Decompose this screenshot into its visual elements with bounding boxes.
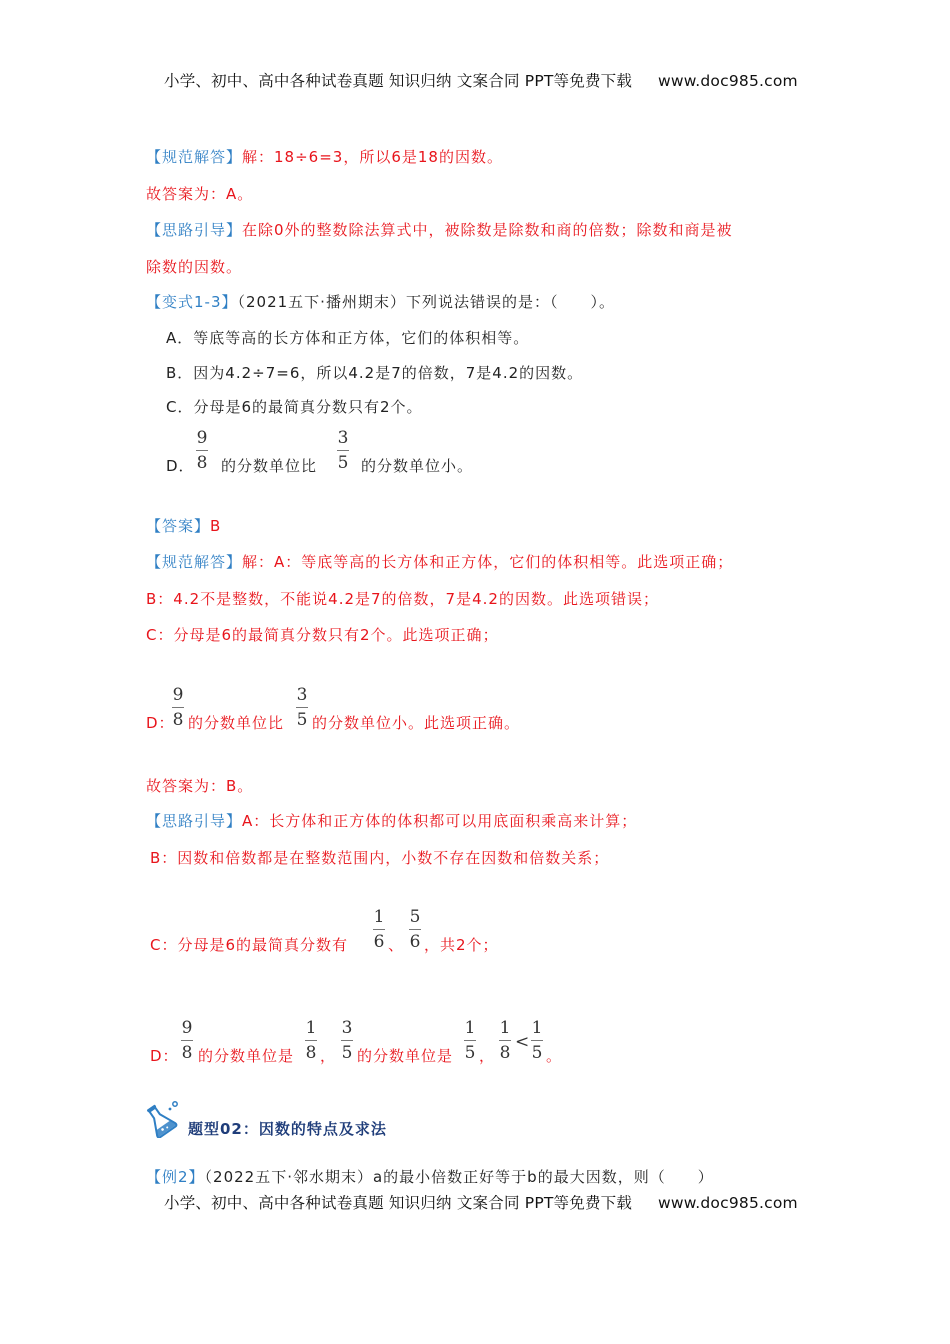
guide-line-1	[146, 219, 733, 240]
guide-b: B：因数和倍数都是在整数范围内，小数不存在因数和倍数关系；	[150, 849, 610, 867]
guide-line-2: 除数的因数。	[146, 258, 243, 276]
solution-tag: 【规范解答】	[146, 148, 243, 166]
flask-icon	[143, 1098, 181, 1138]
guide-tag: 【思路引导】	[146, 812, 243, 830]
solution-d-mid: 的分数单位比	[188, 714, 285, 732]
solution-a	[146, 551, 733, 572]
fraction-3-5	[340, 1018, 354, 1063]
solution-b: B：4.2不是整数，不能说4.2是7的倍数，7是4.2的因数。此选项错误；	[146, 590, 659, 608]
guide-c-sep: 、	[388, 936, 405, 954]
fraction-denominator: 5	[296, 710, 308, 730]
fraction-numerator: 3	[341, 1018, 353, 1038]
question-text: （2021五下·播州期末）下列说法错误的是：（ ）。	[237, 293, 615, 311]
guide-d-text1: 的分数单位是	[198, 1047, 295, 1065]
fraction-denominator: 8	[305, 1043, 317, 1063]
guide-d-comma2: ，	[479, 1047, 496, 1065]
fraction-denominator: 5	[341, 1043, 353, 1063]
guide-a	[146, 810, 637, 831]
solution-a-text: 解：A：等底等高的长方体和正方体，它们的体积相等。此选项正确；	[242, 553, 734, 571]
footer-text: 小学、初中、高中各种试卷真题 知识归纳 文案合同 PPT等免费下载	[164, 1194, 633, 1212]
fraction-9-8	[180, 1018, 194, 1063]
fraction-numerator: 3	[296, 685, 308, 705]
fraction-1-5	[530, 1018, 544, 1063]
header-url[interactable]: www.doc985.com	[658, 72, 798, 90]
fraction-numerator: 1	[464, 1018, 476, 1038]
guide-a-text: A：长方体和正方体的体积都可以用底面积乘高来计算；	[242, 812, 638, 830]
answer-tag: 【答案】	[146, 517, 211, 535]
fraction-denominator: 6	[373, 932, 385, 952]
question-stem	[146, 291, 615, 312]
question-tag: 【变式1-3】	[146, 293, 238, 311]
fraction-1-5	[463, 1018, 477, 1063]
fraction-numerator: 5	[409, 907, 421, 927]
page-footer	[164, 1191, 798, 1213]
guide-text: 在除0外的整数除法算式中，被除数是除数和商的倍数；除数和商是被	[242, 221, 733, 239]
header-text: 小学、初中、高中各种试卷真题 知识归纳 文案合同 PPT等免费下载	[164, 72, 633, 90]
fraction-1-8	[498, 1018, 512, 1063]
answer-line-1: 故答案为：A。	[146, 185, 254, 203]
fraction-9-8	[171, 685, 185, 730]
fraction-denominator: 8	[499, 1043, 511, 1063]
guide-d-comma1: ，	[320, 1047, 337, 1065]
final-answer: 故答案为：B。	[146, 777, 254, 795]
less-than-sign: <	[515, 1032, 530, 1052]
fraction-numerator: 1	[531, 1018, 543, 1038]
option-d-mid: 的分数单位比	[221, 457, 318, 475]
fraction-3-5	[295, 685, 309, 730]
fraction-1-8	[304, 1018, 318, 1063]
solution-d-prefix: D：	[146, 714, 175, 732]
option-b: B．因为4.2÷7=6，所以4.2是7的倍数，7是4.2的因数。	[166, 364, 584, 382]
fraction-denominator: 8	[196, 453, 208, 473]
option-d-prefix: D．	[166, 457, 195, 475]
solution-tag: 【规范解答】	[146, 553, 243, 571]
answer-line	[146, 515, 221, 536]
example-text: （2022五下·邻水期末）a的最小倍数正好等于b的最大因数，则（ ）	[204, 1168, 714, 1186]
example-tag: 【例2】	[146, 1168, 205, 1186]
option-d-end: 的分数单位小。	[361, 457, 474, 475]
guide-c-end: ，共2个；	[424, 936, 499, 954]
fraction-3-5	[336, 428, 350, 473]
solution-d-end: 的分数单位小。此选项正确。	[312, 714, 521, 732]
fraction-denominator: 6	[409, 932, 421, 952]
footer-url[interactable]: www.doc985.com	[658, 1194, 798, 1212]
guide-c-prefix: C：分母是6的最简真分数有	[150, 936, 349, 954]
example-line	[146, 1166, 714, 1187]
option-c: C．分母是6的最简真分数只有2个。	[166, 398, 423, 416]
fraction-numerator: 1	[499, 1018, 511, 1038]
fraction-denominator: 5	[464, 1043, 476, 1063]
guide-d-text2: 的分数单位是	[357, 1047, 454, 1065]
fraction-denominator: 8	[172, 710, 184, 730]
section-title: 题型02：因数的特点及求法	[188, 1120, 387, 1138]
fraction-9-8	[195, 428, 209, 473]
answer-value: B	[210, 517, 222, 535]
fraction-denominator: 8	[181, 1043, 193, 1063]
fraction-denominator: 5	[337, 453, 349, 473]
fraction-numerator: 1	[305, 1018, 317, 1038]
fraction-numerator: 9	[196, 428, 208, 448]
fraction-denominator: 5	[531, 1043, 543, 1063]
solution-line-1	[146, 146, 503, 167]
fraction-5-6	[408, 907, 422, 952]
fraction-1-6	[372, 907, 386, 952]
option-a: A．等底等高的长方体和正方体，它们的体积相等。	[166, 329, 530, 347]
fraction-numerator: 9	[181, 1018, 193, 1038]
fraction-numerator: 1	[373, 907, 385, 927]
fraction-numerator: 3	[337, 428, 349, 448]
solution-c: C：分母是6的最简真分数只有2个。此选项正确；	[146, 626, 499, 644]
guide-d-end: 。	[546, 1047, 563, 1065]
fraction-numerator: 9	[172, 685, 184, 705]
solution-text: 解：18÷6=3，所以6是18的因数。	[242, 148, 503, 166]
guide-tag: 【思路引导】	[146, 221, 243, 239]
page-header	[164, 69, 798, 91]
guide-d-prefix: D：	[150, 1047, 179, 1065]
